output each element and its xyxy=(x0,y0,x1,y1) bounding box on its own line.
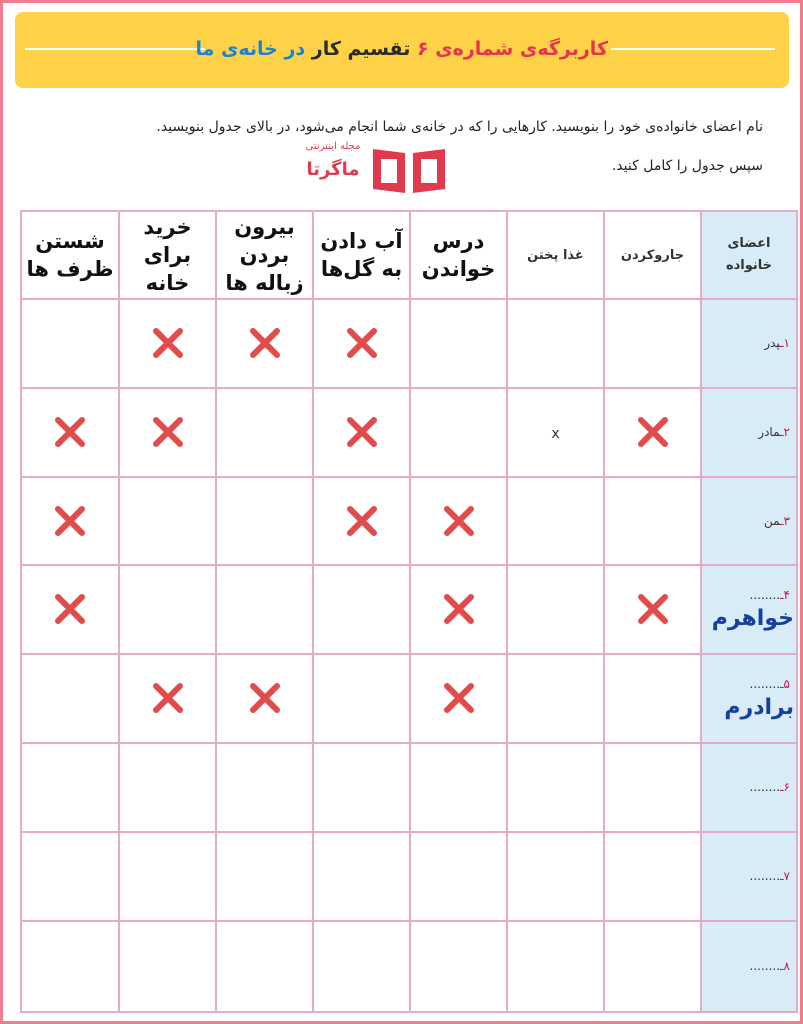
table-row xyxy=(21,565,797,654)
cross-mark-icon xyxy=(248,681,282,715)
chore-cell[interactable] xyxy=(507,654,604,743)
chore-header xyxy=(507,211,604,299)
cross-mark-icon xyxy=(442,504,476,538)
title-topic: تقسیم کار xyxy=(311,38,411,60)
cross-mark-icon xyxy=(151,681,185,715)
cross-mark-icon xyxy=(151,326,185,360)
chore-header-line1: خرید xyxy=(143,215,192,239)
table-header-row xyxy=(21,211,797,299)
title-banner xyxy=(15,12,789,88)
chore-cell[interactable] xyxy=(216,743,313,832)
member-number: ۸ـ xyxy=(780,959,790,974)
chore-header-line1: غذا پختن xyxy=(527,247,584,263)
chore-cell[interactable] xyxy=(604,654,701,743)
chore-header xyxy=(119,211,216,299)
chore-cell[interactable] xyxy=(119,299,216,388)
chore-cell[interactable] xyxy=(216,388,313,477)
table-row xyxy=(21,388,797,477)
chore-cell[interactable] xyxy=(21,832,119,921)
member-name: ........ xyxy=(749,676,781,691)
cross-mark-icon xyxy=(53,504,87,538)
cross-mark-icon xyxy=(442,681,476,715)
member-number: ۲ـ xyxy=(780,425,790,440)
table-row xyxy=(21,921,797,1012)
chore-header-line1: بیرون xyxy=(234,215,295,239)
chore-cell[interactable] xyxy=(119,565,216,654)
chore-cell[interactable] xyxy=(21,654,119,743)
member-number: ۴ـ xyxy=(780,587,790,602)
corner-label-line-1: اعضای xyxy=(727,236,771,251)
chore-cell[interactable] xyxy=(507,388,604,477)
chore-cell[interactable] xyxy=(410,832,507,921)
chore-cell[interactable] xyxy=(313,832,410,921)
chore-cell[interactable] xyxy=(119,477,216,565)
chore-cell[interactable] xyxy=(21,921,119,1012)
chore-cell[interactable] xyxy=(604,565,701,654)
chore-cell[interactable] xyxy=(313,388,410,477)
member-name: ........ xyxy=(749,587,781,602)
member-handwritten-name: برادرم xyxy=(724,694,794,720)
chore-cell[interactable] xyxy=(21,299,119,388)
chore-cell[interactable] xyxy=(313,299,410,388)
cross-mark-icon xyxy=(345,504,379,538)
chore-cell[interactable] xyxy=(604,299,701,388)
chore-cell[interactable] xyxy=(21,388,119,477)
chore-cell[interactable] xyxy=(410,388,507,477)
title-worksheet-number: کاربرگه‌ی شماره‌ی ۶ xyxy=(416,38,608,60)
member-label-cell[interactable] xyxy=(701,388,797,477)
watermark-brand-text: ماگرتا xyxy=(306,159,360,180)
chore-cell[interactable] xyxy=(216,654,313,743)
book-icon xyxy=(369,143,449,195)
chore-header-line2: به گل‌ها xyxy=(320,257,403,281)
member-name: ........ xyxy=(749,869,781,884)
chore-cell[interactable] xyxy=(410,477,507,565)
chore-cell[interactable] xyxy=(604,832,701,921)
cross-mark-icon xyxy=(53,592,87,626)
chore-cell[interactable] xyxy=(507,565,604,654)
page-title xyxy=(195,32,608,66)
chore-cell[interactable] xyxy=(313,477,410,565)
member-label-cell[interactable] xyxy=(701,654,797,743)
chore-cell[interactable] xyxy=(21,565,119,654)
chore-cell[interactable] xyxy=(216,565,313,654)
member-label-cell[interactable] xyxy=(701,921,797,1012)
member-name: پدر xyxy=(764,336,781,351)
cross-mark-icon xyxy=(636,592,670,626)
chore-cell[interactable] xyxy=(410,654,507,743)
member-label-cell[interactable] xyxy=(701,477,797,565)
chore-cell[interactable] xyxy=(313,654,410,743)
member-handwritten-name: خواهرم xyxy=(711,605,794,631)
chore-table xyxy=(20,210,798,1013)
chore-cell[interactable] xyxy=(21,477,119,565)
corner-label-line-2: خانواده xyxy=(725,258,773,273)
table-row xyxy=(21,654,797,743)
table-row xyxy=(21,743,797,832)
chore-cell[interactable] xyxy=(21,743,119,832)
chore-header-line2: خواندن xyxy=(421,257,496,281)
chore-cell[interactable] xyxy=(119,832,216,921)
chore-cell[interactable] xyxy=(507,299,604,388)
instruction-line-2: سپس جدول را کامل کنید. xyxy=(611,158,763,174)
chore-header xyxy=(21,211,119,299)
chore-cell[interactable] xyxy=(604,388,701,477)
member-number: ۱ـ xyxy=(780,336,790,351)
chore-header-line2: ظرف ها xyxy=(26,257,114,281)
banner-line-right xyxy=(611,48,775,50)
chore-cell[interactable] xyxy=(410,565,507,654)
chore-cell[interactable] xyxy=(604,743,701,832)
member-number: ۳ـ xyxy=(780,513,790,528)
table-row xyxy=(21,477,797,565)
chore-cell[interactable] xyxy=(119,921,216,1012)
chore-header-line3: زباله ها xyxy=(225,271,304,295)
chore-cell[interactable] xyxy=(507,832,604,921)
chore-header-line1: شستن xyxy=(35,229,105,253)
chore-header-line2: برای خانه xyxy=(143,243,192,295)
chore-cell[interactable] xyxy=(410,921,507,1012)
chore-cell[interactable] xyxy=(313,921,410,1012)
member-label-cell[interactable] xyxy=(701,565,797,654)
chore-cell[interactable] xyxy=(216,477,313,565)
banner-line-left xyxy=(25,48,205,50)
chore-cell[interactable] xyxy=(216,299,313,388)
member-label-cell[interactable] xyxy=(701,832,797,921)
chore-header xyxy=(410,211,507,299)
chore-cell[interactable] xyxy=(410,299,507,388)
cross-mark-icon xyxy=(151,415,185,449)
cross-mark-icon xyxy=(636,415,670,449)
watermark-logo xyxy=(303,141,453,199)
chore-cell[interactable] xyxy=(604,921,701,1012)
chore-cell[interactable] xyxy=(507,921,604,1012)
instruction-line-1: نام اعضای خانواده‌ی خود را بنویسید. کارهایی را که در خانه‌ی شما انجام می‌شود، در بالای جدول بنویسید. xyxy=(156,119,763,135)
chore-cell[interactable] xyxy=(410,743,507,832)
title-place: در خانه‌ی ما xyxy=(195,38,306,60)
chore-cell[interactable] xyxy=(507,477,604,565)
chore-cell[interactable] xyxy=(507,743,604,832)
member-name: مادر xyxy=(758,425,781,440)
member-label-cell[interactable] xyxy=(701,743,797,832)
cross-mark-icon xyxy=(53,415,87,449)
chore-cell[interactable] xyxy=(604,477,701,565)
corner-header xyxy=(701,211,797,299)
chore-cell[interactable] xyxy=(216,832,313,921)
member-name: ........ xyxy=(749,959,781,974)
cross-mark-icon xyxy=(345,415,379,449)
small-cross-mark: x xyxy=(551,425,560,442)
chore-header xyxy=(216,211,313,299)
chore-header-line1: آب دادن xyxy=(320,229,403,253)
member-name: من xyxy=(763,513,781,528)
chore-cell[interactable] xyxy=(119,654,216,743)
chore-cell[interactable] xyxy=(216,921,313,1012)
chore-cell[interactable] xyxy=(119,388,216,477)
cross-mark-icon xyxy=(345,326,379,360)
chore-header-line1: جاروکردن xyxy=(620,247,685,263)
member-number: ۷ـ xyxy=(780,869,790,884)
table-row xyxy=(21,299,797,388)
chore-cell[interactable] xyxy=(119,743,216,832)
chore-cell[interactable] xyxy=(313,565,410,654)
member-number: ۵ـ xyxy=(780,676,790,691)
chore-header-line2: بردن xyxy=(239,243,290,267)
watermark-small-text: مجله اینترنتی xyxy=(305,141,361,152)
member-name: ........ xyxy=(749,780,781,795)
chore-header xyxy=(604,211,701,299)
chore-header-line1: درس xyxy=(432,229,485,253)
cross-mark-icon xyxy=(442,592,476,626)
member-number: ۶ـ xyxy=(780,780,790,795)
member-label-cell[interactable] xyxy=(701,299,797,388)
table-row xyxy=(21,832,797,921)
chore-header xyxy=(313,211,410,299)
chore-cell[interactable] xyxy=(313,743,410,832)
cross-mark-icon xyxy=(248,326,282,360)
